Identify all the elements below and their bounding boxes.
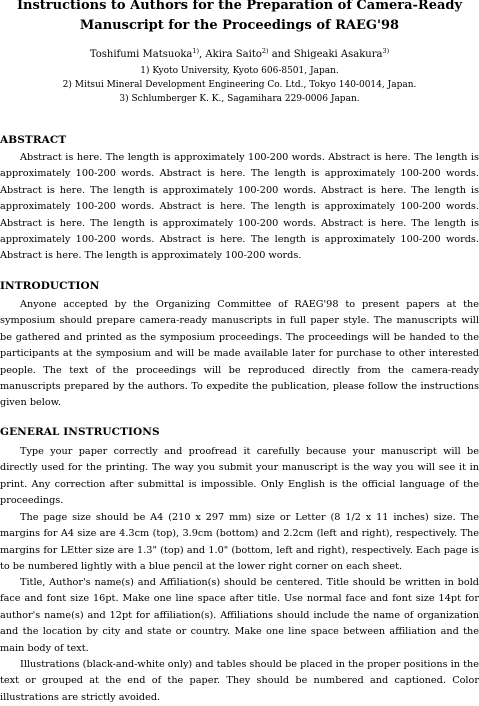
paper-title-line-2: Manuscript for the Proceedings of RAEG'98: [79, 18, 400, 33]
author-mark: 3): [382, 47, 390, 55]
affiliation-1: 1) Kyoto University, Kyoto 606-8501, Japan.: [140, 66, 339, 76]
general-instructions-heading: GENERAL INSTRUCTIONS: [0, 426, 160, 438]
affiliation-2: 2) Mitsui Mineral Development Engineering Co. Ltd., Tokyo 140-0014, Japan.: [62, 80, 417, 90]
author-separator: ,: [199, 49, 206, 60]
general-paragraph-2: The page size should be A4 (210 x 297 mm) size or Letter (8 1/2 x 11 inches) size. The margins for A4 size are 4.3cm (top), 3.9cm (bottom) and 2.2cm (left and right), respectively. The margins for LEtter size are 1.3" (top) and 1.0" (bottom, left and right), respectively. Each page is to be numbered lightly with a blue pencil at the lower right corner on each sheet.: [0, 512, 479, 573]
introduction-text: Anyone accepted by the Organizing Committee of RAEG'98 to present papers at the symposium should prepare camera-ready manuscripts in full paper style. The manuscripts will be gathered and printed as the symposium proceedings. The proceedings will be handed to the participants at the symposium and will be made available later for purchase to other interested people. The text of the proceedings will be reproduced directly from the camera-ready manuscripts prepared by the authors. To expedite the publication, please follow the instructions given below.: [0, 299, 479, 409]
author-name: Shigeaki Asakura: [293, 49, 383, 60]
author-list: [0, 44, 479, 62]
general-paragraph-4: Illustrations (black-and-white only) and tables should be placed in the proper positions in the text or grouped at the end of the paper. They should be numbered and captioned. Color illustrations are strictly avoided.: [0, 659, 479, 703]
author-mark: 1): [192, 47, 200, 55]
abstract-text: Abstract is here. The length is approximately 100-200 words. Abstract is here. The length is approximately 100-200 words. Abstract is here. The length is approximately 100-200 words. Abstract is here. The length is approximately 100-200 words. Abstract is here. The length is approximately 100-200 words. Abstract is here. The length is approximately 100-200 words. Abstract is here. The length is approximately 100-200 words. Abstract is here. The length is approximately 100-200 words. Abstract is here. The length is approximately 100-200 words. Abstract is here. The length is approximately 100-200 words.: [0, 152, 479, 262]
abstract-heading: ABSTRACT: [0, 134, 67, 146]
introduction-heading: INTRODUCTION: [0, 280, 100, 292]
author-name: Toshifumi Matsuoka: [89, 49, 193, 60]
affiliation-3: 3) Schlumberger K. K., Sagamihara 229-0006 Japan.: [119, 94, 360, 104]
paper-title-line-1: Instructions to Authors for the Preparation of Camera-Ready: [16, 0, 463, 13]
author-name: Akira Saito: [205, 49, 262, 60]
author-mark: 2): [261, 47, 269, 55]
general-paragraph-1: Type your paper correctly and proofread it carefully because your manuscript will be directly used for the printing. The way you submit your manuscript is the way you will see it in print. Any correction after submittal is impossible. Only English is the official language of the proceedings.: [0, 446, 479, 507]
author-separator: and: [268, 49, 294, 60]
general-paragraph-3: Title, Author's name(s) and Affiliation(s) should be centered. Title should be written in bold face and font size 16pt. Make one line space after title. Use normal face and font size 14pt for author's name(s) and 12pt for affiliation(s). Affiliations should include the name of organization and the location by city and state or country. Make one line space between affiliation and the main body of text.: [0, 577, 479, 654]
